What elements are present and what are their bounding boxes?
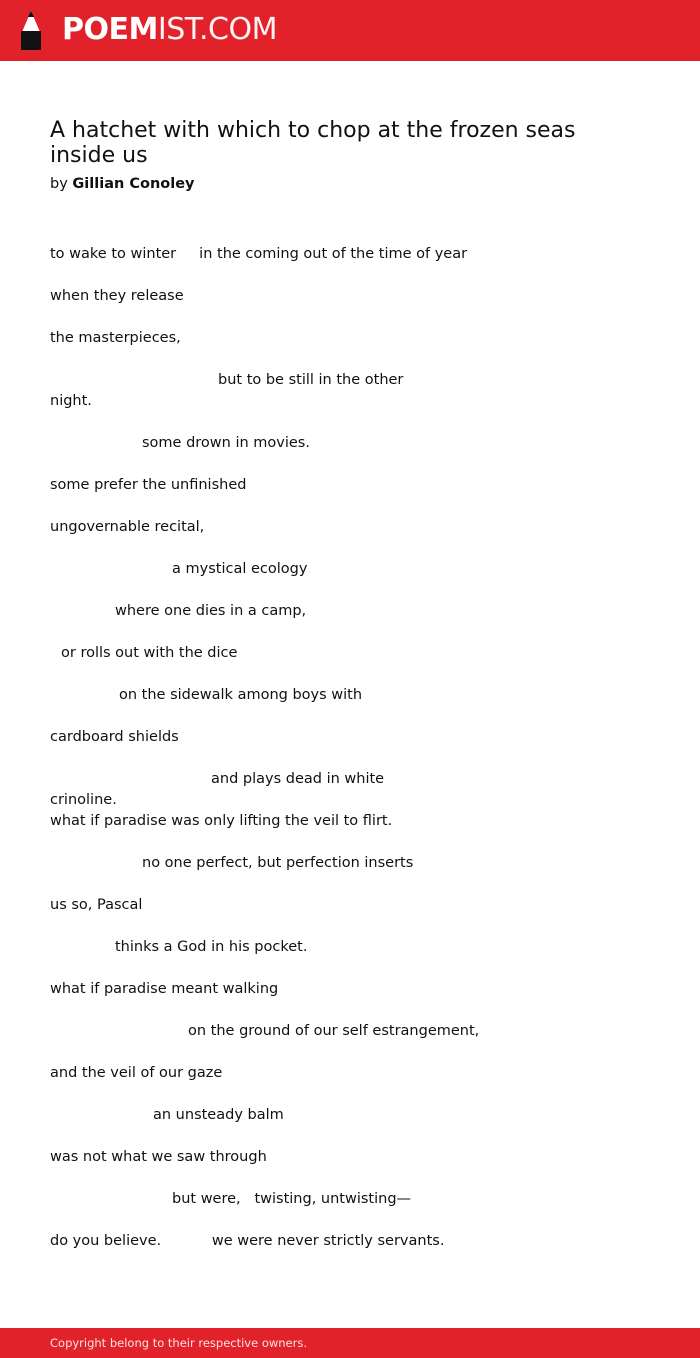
poem-line: was not what we saw through bbox=[50, 1149, 267, 1165]
pencil-icon[interactable] bbox=[18, 10, 44, 52]
poem-line: a mystical ecology bbox=[172, 561, 308, 577]
byline bbox=[50, 174, 195, 194]
poem-line: the masterpieces, bbox=[50, 330, 181, 346]
poem-line: where one dies in a camp, bbox=[115, 603, 307, 619]
poem-line: but were, twisting, untwisting— bbox=[172, 1191, 412, 1207]
site-logo-link[interactable] bbox=[62, 10, 277, 50]
author-name[interactable]: Gillian Conoley bbox=[72, 176, 195, 192]
brand-name-light: IST.COM bbox=[157, 12, 277, 47]
brand-name-bold: POEM bbox=[62, 12, 158, 47]
poem-line: and plays dead in white bbox=[211, 771, 385, 787]
poem-line: thinks a God in his pocket. bbox=[115, 939, 308, 955]
poem-title: A hatchet with which to chop at the frozen seas inside us bbox=[50, 118, 576, 168]
poem-line: ungovernable recital, bbox=[50, 519, 205, 535]
site-header bbox=[0, 0, 700, 61]
copyright-notice: Copyright belong to their respective owners. bbox=[50, 1336, 308, 1350]
site-footer bbox=[0, 1328, 700, 1358]
by-label: by bbox=[50, 176, 68, 192]
poem-line: crinoline. bbox=[50, 792, 117, 808]
poem-line: some prefer the unfinished bbox=[50, 477, 247, 493]
poem-line: or rolls out with the dice bbox=[61, 645, 238, 661]
poem-line: no one perfect, but perfection inserts bbox=[142, 855, 414, 871]
poem-line: to wake to winter in the coming out of the time of year bbox=[50, 246, 468, 262]
poem-line: but to be still in the other bbox=[218, 372, 404, 388]
poem-line: night. bbox=[50, 393, 92, 409]
poem-line: do you believe. we were never strictly servants. bbox=[50, 1233, 445, 1249]
poem-line: an unsteady balm bbox=[153, 1107, 284, 1123]
poem-line: what if paradise was only lifting the veil to flirt. bbox=[50, 813, 393, 829]
poem-line: on the ground of our self estrangement, bbox=[188, 1023, 480, 1039]
poem-line: when they release bbox=[50, 288, 184, 304]
poem-line: us so, Pascal bbox=[50, 897, 143, 913]
poem-line: cardboard shields bbox=[50, 729, 179, 745]
poem-line: some drown in movies. bbox=[142, 435, 310, 451]
poem-line: what if paradise meant walking bbox=[50, 981, 279, 997]
poem-line: on the sidewalk among boys with bbox=[119, 687, 363, 703]
poem-line: and the veil of our gaze bbox=[50, 1065, 223, 1081]
